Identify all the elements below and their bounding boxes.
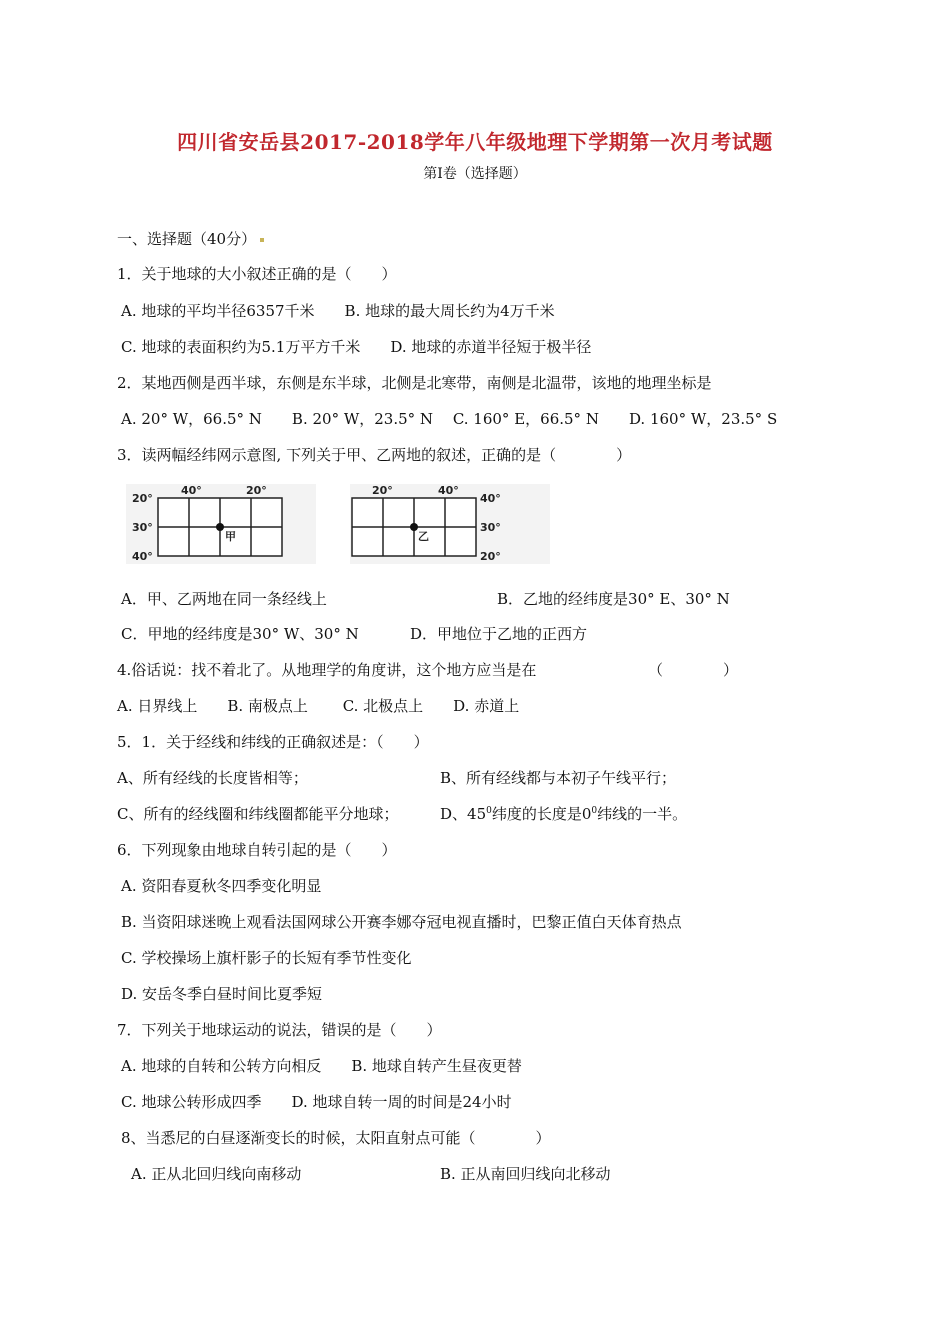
question-line: A. 地球的平均半径6357千米 B. 地球的最大周长约为4万千米 <box>121 302 555 320</box>
grid2-right-label: 30° <box>480 521 501 534</box>
question-line: 7．下列关于地球运动的说法，错误的是（ ） <box>117 1021 442 1039</box>
q5d-part-a: D、45 <box>440 805 487 823</box>
q5d-part-c: 纬度的长度是0 <box>491 805 592 823</box>
question-line: B．乙地的经纬度是30° E、30° N <box>497 590 730 608</box>
section-heading-text: 一、选择题（40分） <box>117 230 257 248</box>
question-line: B. 正从南回归线向北移动 <box>440 1165 611 1183</box>
point-jia-label: 甲 <box>225 530 236 543</box>
question-line: A. 日界线上 B. 南极点上 C. 北极点上 D. 赤道上 <box>117 697 520 715</box>
question-line: 2．某地西侧是西半球，东侧是东半球，北侧是北寒带，南侧是北温带，该地的地理坐标是 <box>117 374 712 392</box>
grid2-right-label: 20° <box>480 550 501 563</box>
grid2-top-label: 20° <box>372 484 393 497</box>
section-heading <box>117 229 264 249</box>
grid1-left-label: 30° <box>132 521 153 534</box>
question-line: B. 当资阳球迷晚上观看法国网球公开赛李娜夺冠电视直播时，巴黎正值白天体育热点 <box>121 913 682 931</box>
question-line: A. 20° W，66.5° N B. 20° W，23.5° N C. 160° E，66.5° N D. 160° W，23.5° S <box>121 410 778 428</box>
question-line: 5．1．关于经线和纬线的正确叙述是：（ ） <box>117 733 429 751</box>
question-line: A. 地球的自转和公转方向相反 B. 地球自转产生昼夜更替 <box>121 1057 522 1075</box>
grid2-top-label: 40° <box>438 484 459 497</box>
question-line: C. 学校操场上旗杆影子的长短有季节性变化 <box>121 949 412 967</box>
grid1-left-label: 20° <box>132 492 153 505</box>
question-line: 4.俗话说：找不着北了。从地理学的角度讲，这个地方应当是在 <box>117 661 537 679</box>
question-5-option-d <box>440 804 687 824</box>
question-line: B、所有经线都与本初子午线平行； <box>440 769 677 787</box>
exam-title: 四川省安岳县2017-2018学年八年级地理下学期第一次月考试题 <box>177 130 773 154</box>
question-line: 8、当悉尼的白昼逐渐变长的时候，太阳直射点可能（ ） <box>121 1129 551 1147</box>
question-line: D．甲地位于乙地的正西方 <box>410 625 588 643</box>
question-line: C、所有的经线圈和纬线圈都能平分地球； <box>117 805 399 823</box>
question-line: A. 资阳春夏秋冬四季变化明显 <box>121 877 322 895</box>
point-jia <box>216 523 224 531</box>
q5d-part-e: 纬线的一半。 <box>597 805 688 823</box>
q5d-degree-2: 0 <box>591 806 598 816</box>
grid1-top-label: 40° <box>181 484 202 497</box>
graticule-diagram-jia <box>126 484 316 564</box>
section-subtitle: 第I卷（选择题） <box>423 166 527 182</box>
point-yi-label: 乙 <box>418 530 429 543</box>
question-line: A、所有经线的长度皆相等； <box>117 769 308 787</box>
question-line: D. 安岳冬季白昼时间比夏季短 <box>121 985 323 1003</box>
question-line: C. 地球的表面积约为5.1万平方千米 D. 地球的赤道半径短于极半径 <box>121 338 592 356</box>
point-yi <box>410 523 418 531</box>
grid2-right-label: 40° <box>480 492 501 505</box>
question-line: 6．下列现象由地球自转引起的是（ ） <box>117 841 397 859</box>
question-line: 1．关于地球的大小叙述正确的是（ ） <box>117 265 397 283</box>
graticule-diagram-yi <box>350 484 550 564</box>
question-line: 3．读两幅经纬网示意图, 下列关于甲、乙两地的叙述，正确的是（ ） <box>117 446 632 464</box>
q5d-degree-1: 0 <box>486 806 492 816</box>
question-line: A．甲、乙两地在同一条经线上 <box>121 590 327 608</box>
grid1-left-label: 40° <box>132 550 153 563</box>
question-line: （ ） <box>648 661 739 679</box>
grid1-top-label: 20° <box>246 484 267 497</box>
question-line: C．甲地的经纬度是30° W、30° N <box>121 625 359 643</box>
mark-dot <box>260 238 264 242</box>
question-line: C. 地球公转形成四季 D. 地球自转一周的时间是24小时 <box>121 1093 512 1111</box>
question-line: A. 正从北回归线向南移动 <box>131 1165 302 1183</box>
